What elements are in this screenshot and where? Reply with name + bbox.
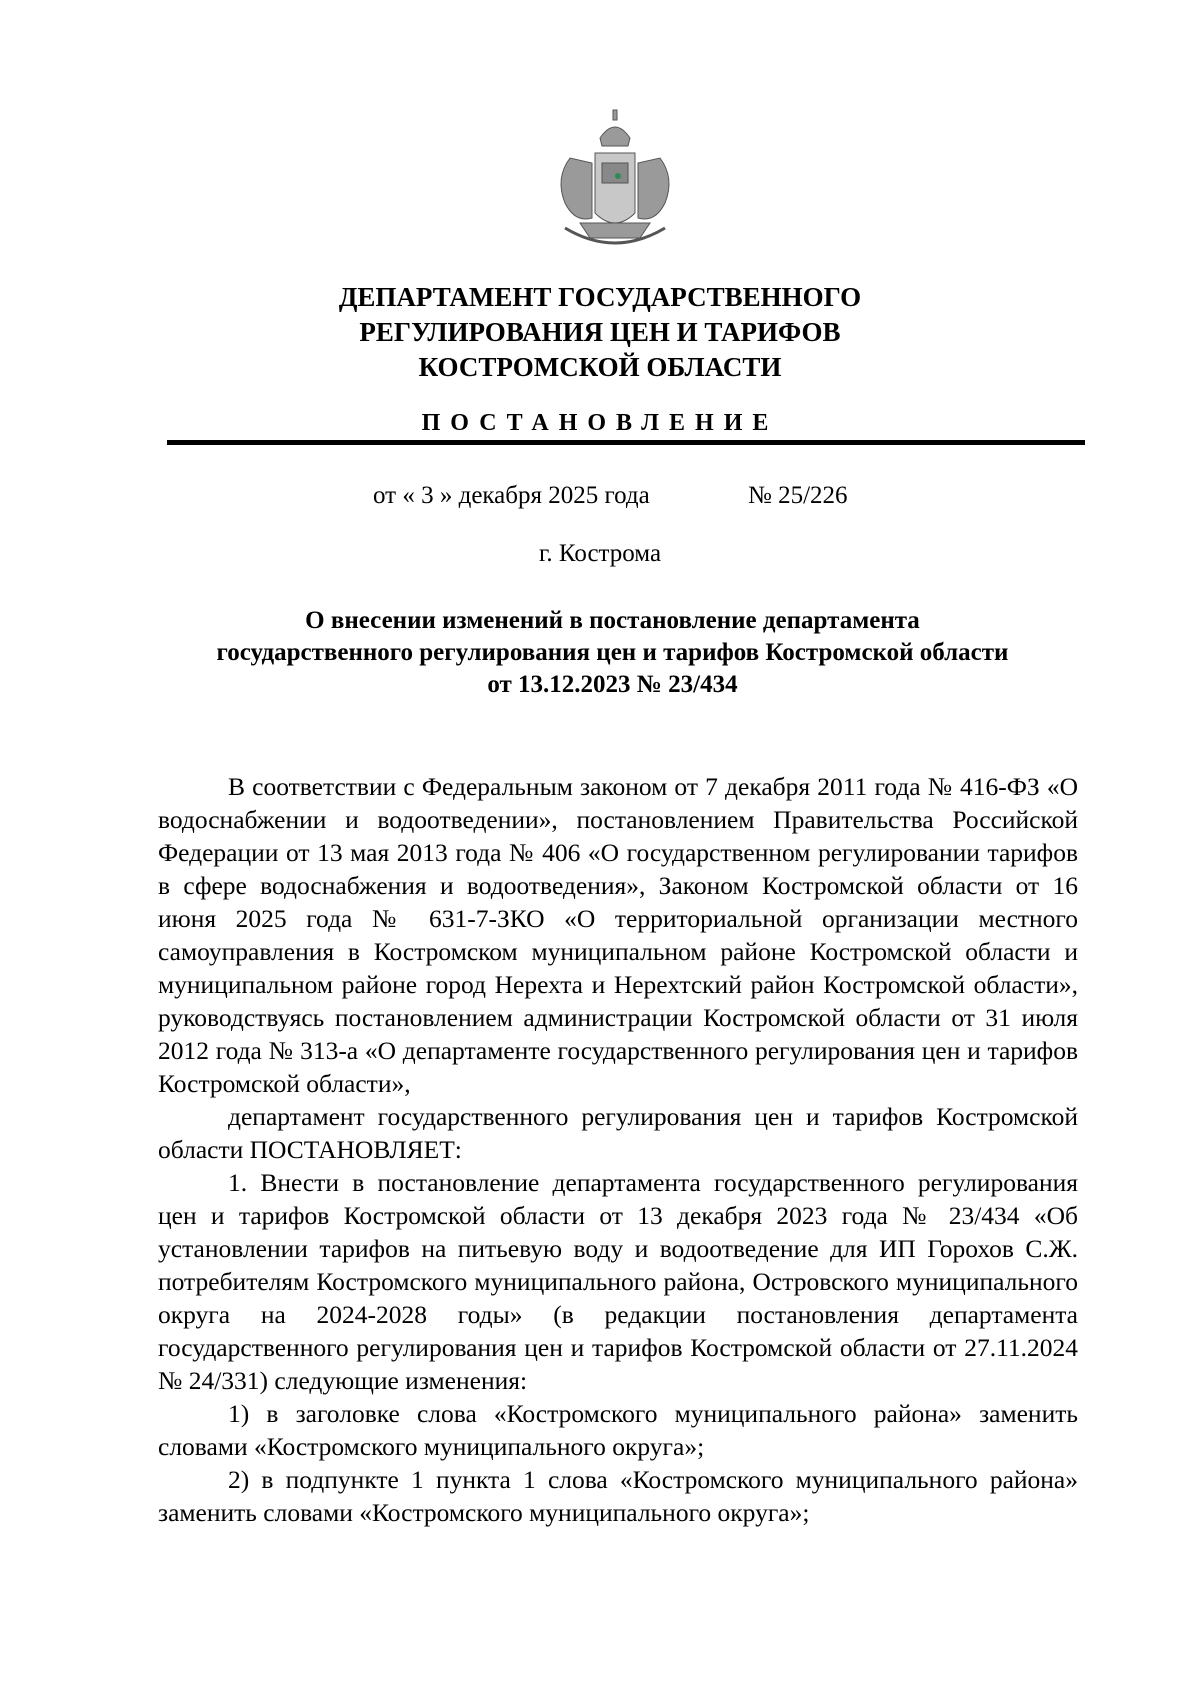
document-city: г. Кострома <box>538 540 662 567</box>
document-number: № 25/226 <box>748 482 848 509</box>
org-line-2: РЕГУЛИРОВАНИЯ ЦЕН И ТАРИФОВ <box>359 317 841 347</box>
subject-line-2: государственного регулирования цен и тарифов Костромской области <box>216 639 1009 666</box>
document-type: ПОСТАНОВЛЕНИЕ <box>421 410 779 436</box>
subject-line-1: О внесении изменений в постановление департамента <box>305 607 920 634</box>
org-line-3: КОСТРОМСКОЙ ОБЛАСТИ <box>418 352 782 382</box>
body-paragraph: департамент государственного регулирования цен и тарифов Костромской области ПОСТАНОВЛЯЕТ: <box>158 1102 1078 1164</box>
body-paragraph: 1) в заголовке слова «Костромского муниципального района» заменить словами «Костромского муниципального округа»; <box>158 1399 1078 1461</box>
document-body <box>158 770 1078 1529</box>
coat-of-arms-icon <box>540 108 690 258</box>
subject-line-3: от 13.12.2023 № 23/434 <box>487 671 738 698</box>
document-date: от « 3 » декабря 2025 года <box>373 482 650 509</box>
org-line-1: ДЕПАРТАМЕНТ ГОСУДАРСТВЕННОГО <box>338 282 862 312</box>
document-subject <box>150 605 1075 701</box>
organization-name <box>150 280 1050 385</box>
body-paragraph: 1. Внести в постановление департамента государственного регулирования цен и тарифов Костромской области от 13 декабря 2023 года № 23/434 «Об установлении тарифов на питьевую воду и водоотведение для ИП Горохов С.Ж. потребителям Костромского муниципального района, Островского муниципального округа на 2024-2028 годы» (в редакции постановления департамента государственного регулирования цен и тарифов Костромской области от 27.11.2024 № 24/331) следующие изменения: <box>158 1168 1078 1395</box>
body-paragraph: 2) в подпункте 1 пункта 1 слова «Костромского муниципального района» заменить словами «Костромского муниципального округа»; <box>158 1465 1078 1527</box>
body-paragraph: В соответствии с Федеральным законом от 7 декабря 2011 года № 416-ФЗ «О водоснабжении и водоотведении», постановлением Правительства Российской Федерации от 13 мая 2013 года № 406 «О государственном регулировании тарифов в сфере водоснабжения и водоотведения», Законом Костромской области от 16 июня 2025 года № 631-7-ЗКО «О территориальной организации местного самоуправления в Костромском муниципальном районе Костромской области и муниципальном районе город Нерехта и Нерехтский район Костромской области», руководствуясь постановлением администрации Костромской области от 31 июля 2012 года № 313-а «О департаменте государственного регулирования цен и тарифов Костромской области», <box>158 772 1078 1098</box>
header-divider <box>167 440 1085 445</box>
